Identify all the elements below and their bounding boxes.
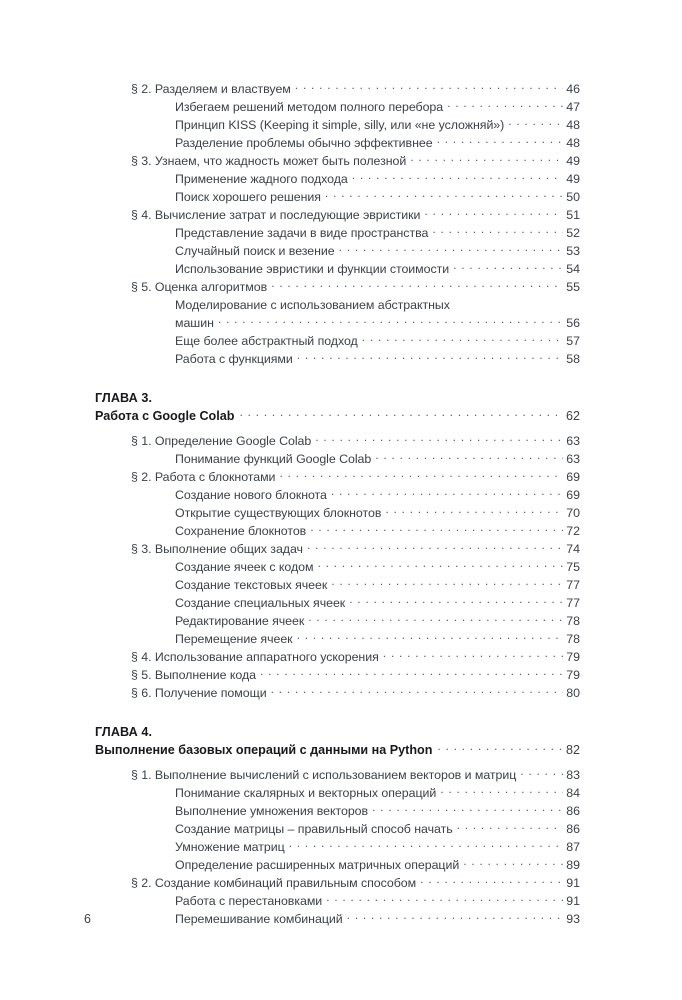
dot-leader (440, 785, 563, 797)
toc-entry-page-number: 86 (566, 822, 580, 836)
toc-entry[interactable] (95, 206, 580, 224)
toc-entry-page-number: 57 (566, 334, 580, 348)
toc-entry[interactable] (95, 450, 580, 468)
toc-entry-page-number: 86 (566, 804, 580, 818)
dot-leader (295, 81, 563, 93)
toc-entry[interactable] (95, 784, 580, 802)
toc-entry-label: § 6. Получение помощи (131, 686, 267, 700)
dot-leader (339, 243, 563, 255)
toc-entry-page-number: 84 (566, 786, 580, 800)
toc-entry-page-number: 48 (566, 118, 580, 132)
toc-entry[interactable] (95, 540, 580, 558)
toc-chapter-entries (95, 766, 580, 928)
toc-entry-page-number: 93 (566, 912, 580, 926)
toc-entry[interactable] (95, 432, 580, 450)
toc-entry-label: Создание ячеек с кодом (175, 560, 314, 574)
dot-leader (308, 613, 563, 625)
dot-leader (271, 279, 563, 291)
toc-entry[interactable] (95, 648, 580, 666)
toc-entry-page-number: 75 (566, 560, 580, 574)
toc-entry-page-number: 53 (566, 244, 580, 258)
dot-leader (260, 667, 563, 679)
dot-leader (349, 595, 563, 607)
toc-entry-label: Моделирование с использованием абстрактных (175, 298, 450, 312)
toc-entry-label: Принцип KISS (Keeping it simple, silly, или «не усложняй») (175, 118, 505, 132)
toc-entry-label: § 3. Узнаем, что жадность может быть полезной (131, 154, 407, 168)
toc-entry-page-number: 54 (566, 262, 580, 276)
dot-leader (457, 821, 563, 833)
toc-entry-label: Избегаем решений методом полного перебора (175, 100, 444, 114)
toc-entry[interactable] (95, 594, 580, 612)
toc-entry[interactable] (95, 522, 580, 540)
toc-entry-label: § 2. Работа с блокнотами (131, 470, 276, 484)
dot-leader (432, 225, 563, 237)
toc-entry-label: Понимание функций Google Colab (175, 452, 372, 466)
toc-entry-label: § 5. Выполнение кода (131, 668, 256, 682)
toc-entry-label: § 2. Создание комбинаций правильным способом (131, 876, 417, 890)
toc-entry-page-number: 49 (566, 154, 580, 168)
toc-entry[interactable] (95, 838, 580, 856)
dot-leader (372, 803, 563, 815)
toc-entry-label: Открытие существующих блокнотов (175, 506, 382, 520)
toc-continued-section (95, 80, 580, 368)
chapter-title: Работа с Google Colab (95, 409, 235, 423)
toc-entry-page-number: 78 (566, 632, 580, 646)
toc-entry-page-number: 51 (566, 208, 580, 222)
toc-entry[interactable] (95, 152, 580, 170)
toc-entry-label: § 3. Выполнение общих задач (131, 542, 303, 556)
chapter-page-number: 62 (565, 409, 580, 423)
dot-leader (331, 577, 563, 589)
toc-entry-label: § 2. Разделяем и властвуем (131, 82, 291, 96)
dot-leader (325, 189, 563, 201)
toc-chapters (95, 390, 580, 928)
toc-entry[interactable] (95, 278, 580, 296)
dot-leader (279, 469, 563, 481)
toc-entry[interactable] (95, 802, 580, 820)
toc-chapter-block (95, 390, 580, 425)
toc-entry-page-number: 47 (566, 100, 580, 114)
table-of-contents (95, 80, 580, 928)
toc-entry-label: Сохранение блокнотов (175, 524, 307, 538)
toc-entry-page-number: 83 (566, 768, 580, 782)
dot-leader (453, 261, 563, 273)
toc-entry[interactable] (95, 666, 580, 684)
toc-entry-page-number: 46 (566, 82, 580, 96)
dot-leader (447, 99, 563, 111)
toc-entry-label: Создание специальных ячеек (175, 596, 346, 610)
toc-entry[interactable] (95, 80, 580, 98)
toc-entry-label: § 1. Выполнение вычислений с использованием векторов и матриц (131, 768, 517, 782)
toc-entry[interactable] (95, 892, 580, 910)
toc-entry-label: Представление задачи в виде пространства (175, 226, 429, 240)
dot-leader (375, 451, 563, 463)
toc-entry-page-number: 91 (566, 876, 580, 890)
toc-entry-label: Еще более абстрактный подход (175, 334, 358, 348)
toc-entry-label: Определение расширенных матричных операций (175, 858, 460, 872)
toc-entry-page-number: 63 (566, 434, 580, 448)
chapter-number: ГЛАВА 3. (95, 391, 153, 405)
toc-entry[interactable] (95, 820, 580, 838)
dot-leader (307, 541, 563, 553)
toc-entry-page-number: 80 (566, 686, 580, 700)
toc-entry-page-number: 48 (566, 136, 580, 150)
toc-entry[interactable] (95, 486, 580, 504)
toc-entry[interactable] (95, 116, 580, 134)
toc-entry[interactable] (95, 98, 580, 116)
toc-entry-label: Выполнение умножения векторов (175, 804, 369, 818)
toc-entry[interactable] (95, 468, 580, 486)
toc-entry-label: § 4. Использование аппаратного ускорения (131, 650, 379, 664)
chapter-title-row[interactable] (95, 407, 580, 425)
chapter-number: ГЛАВА 4. (95, 725, 153, 739)
toc-entry-label: Умножение матриц (175, 840, 285, 854)
toc-entry[interactable] (95, 874, 580, 892)
dot-leader (383, 649, 563, 661)
toc-entry-label: § 1. Определение Google Colab (131, 434, 312, 448)
dot-leader (520, 767, 563, 779)
toc-entry-page-number: 69 (566, 470, 580, 484)
dot-leader (297, 351, 563, 363)
toc-entry-label: Создание матрицы – правильный способ начать (175, 822, 453, 836)
toc-entry-page-number: 77 (566, 578, 580, 592)
toc-entry-label: Разделение проблемы обычно эффективнее (175, 136, 433, 150)
dot-leader (331, 487, 563, 499)
dot-leader (508, 117, 563, 129)
toc-entry[interactable] (95, 766, 580, 784)
dot-leader (410, 153, 563, 165)
toc-entry[interactable] (95, 188, 580, 206)
dot-leader (315, 433, 563, 445)
toc-entry[interactable] (95, 224, 580, 242)
dot-leader (362, 333, 563, 345)
dot-leader (424, 207, 563, 219)
dot-leader (326, 893, 563, 905)
dot-leader (239, 408, 564, 420)
toc-entry[interactable] (95, 856, 580, 874)
dot-leader (437, 742, 564, 754)
toc-entry[interactable] (95, 134, 580, 152)
dot-leader (297, 631, 563, 643)
toc-entry[interactable] (95, 332, 580, 350)
toc-entry-page-number: 77 (566, 596, 580, 610)
toc-entry-label: Перемешивание комбинаций (175, 912, 343, 926)
dot-leader (385, 505, 563, 517)
toc-entry[interactable] (95, 612, 580, 630)
dot-leader (347, 911, 563, 923)
chapter-title: Выполнение базовых операций с данными на Python (95, 743, 433, 757)
toc-entry[interactable] (95, 576, 580, 594)
toc-entry[interactable] (95, 684, 580, 702)
toc-entry-label: § 4. Вычисление затрат и последующие эвристики (131, 208, 421, 222)
toc-entry-page-number: 55 (566, 280, 580, 294)
toc-entry-page-number: 89 (566, 858, 580, 872)
toc-entry[interactable] (95, 242, 580, 260)
toc-entry[interactable] (95, 260, 580, 278)
toc-entry[interactable] (95, 170, 580, 188)
dot-leader (289, 839, 563, 851)
toc-entry[interactable] (95, 630, 580, 648)
dot-leader (420, 875, 563, 887)
toc-entry-label: § 5. Оценка алгоритмов (131, 280, 268, 294)
toc-entry-label: Применение жадного подхода (175, 172, 348, 186)
toc-entry-label: Случайный поиск и везение (175, 244, 335, 258)
toc-chapter-entries (95, 432, 580, 702)
toc-entry-page-number: 79 (566, 650, 580, 664)
page-number-folio: 6 (84, 912, 91, 926)
toc-entry-label: Работа с функциями (175, 352, 293, 366)
toc-entry-page-number: 52 (566, 226, 580, 240)
dot-leader (352, 171, 563, 183)
toc-entry-page-number: 49 (566, 172, 580, 186)
chapter-page-number: 82 (565, 743, 580, 757)
toc-entry-page-number: 74 (566, 542, 580, 556)
toc-entry-label: Поиск хорошего решения (175, 190, 321, 204)
toc-chapter-block (95, 724, 580, 759)
toc-entry[interactable] (95, 350, 580, 368)
toc-entry-page-number: 56 (566, 316, 580, 330)
toc-entry-line[interactable] (95, 296, 580, 314)
toc-entry-label: Перемещение ячеек (175, 632, 293, 646)
toc-entry[interactable] (95, 504, 580, 522)
dot-leader (437, 135, 563, 147)
toc-entry[interactable] (95, 558, 580, 576)
toc-entry[interactable] (95, 910, 580, 928)
toc-entry-page-number: 79 (566, 668, 580, 682)
toc-entry-label: Использование эвристики и функции стоимости (175, 262, 450, 276)
dot-leader (271, 685, 563, 697)
toc-entry-page-number: 91 (566, 894, 580, 908)
chapter-title-row[interactable] (95, 741, 580, 759)
toc-entry-page-number: 63 (566, 452, 580, 466)
toc-entry-label: Редактирование ячеек (175, 614, 305, 628)
toc-entry[interactable] (95, 314, 580, 332)
toc-entry-label: машин (175, 316, 214, 330)
toc-entry-page-number: 70 (566, 506, 580, 520)
toc-entry-page-number: 87 (566, 840, 580, 854)
dot-leader (310, 523, 563, 535)
toc-entry-label: Создание текстовых ячеек (175, 578, 328, 592)
toc-entry-label: Понимание скалярных и векторных операций (175, 786, 437, 800)
toc-entry-page-number: 72 (566, 524, 580, 538)
toc-entry-page-number: 69 (566, 488, 580, 502)
toc-entry-label: Создание нового блокнота (175, 488, 327, 502)
toc-entry-page-number: 50 (566, 190, 580, 204)
dot-leader (318, 559, 564, 571)
toc-entry-page-number: 78 (566, 614, 580, 628)
toc-entry-page-number: 58 (566, 352, 580, 366)
dot-leader (463, 857, 563, 869)
toc-entry-label: Работа с перестановками (175, 894, 323, 908)
dot-leader (218, 315, 563, 327)
